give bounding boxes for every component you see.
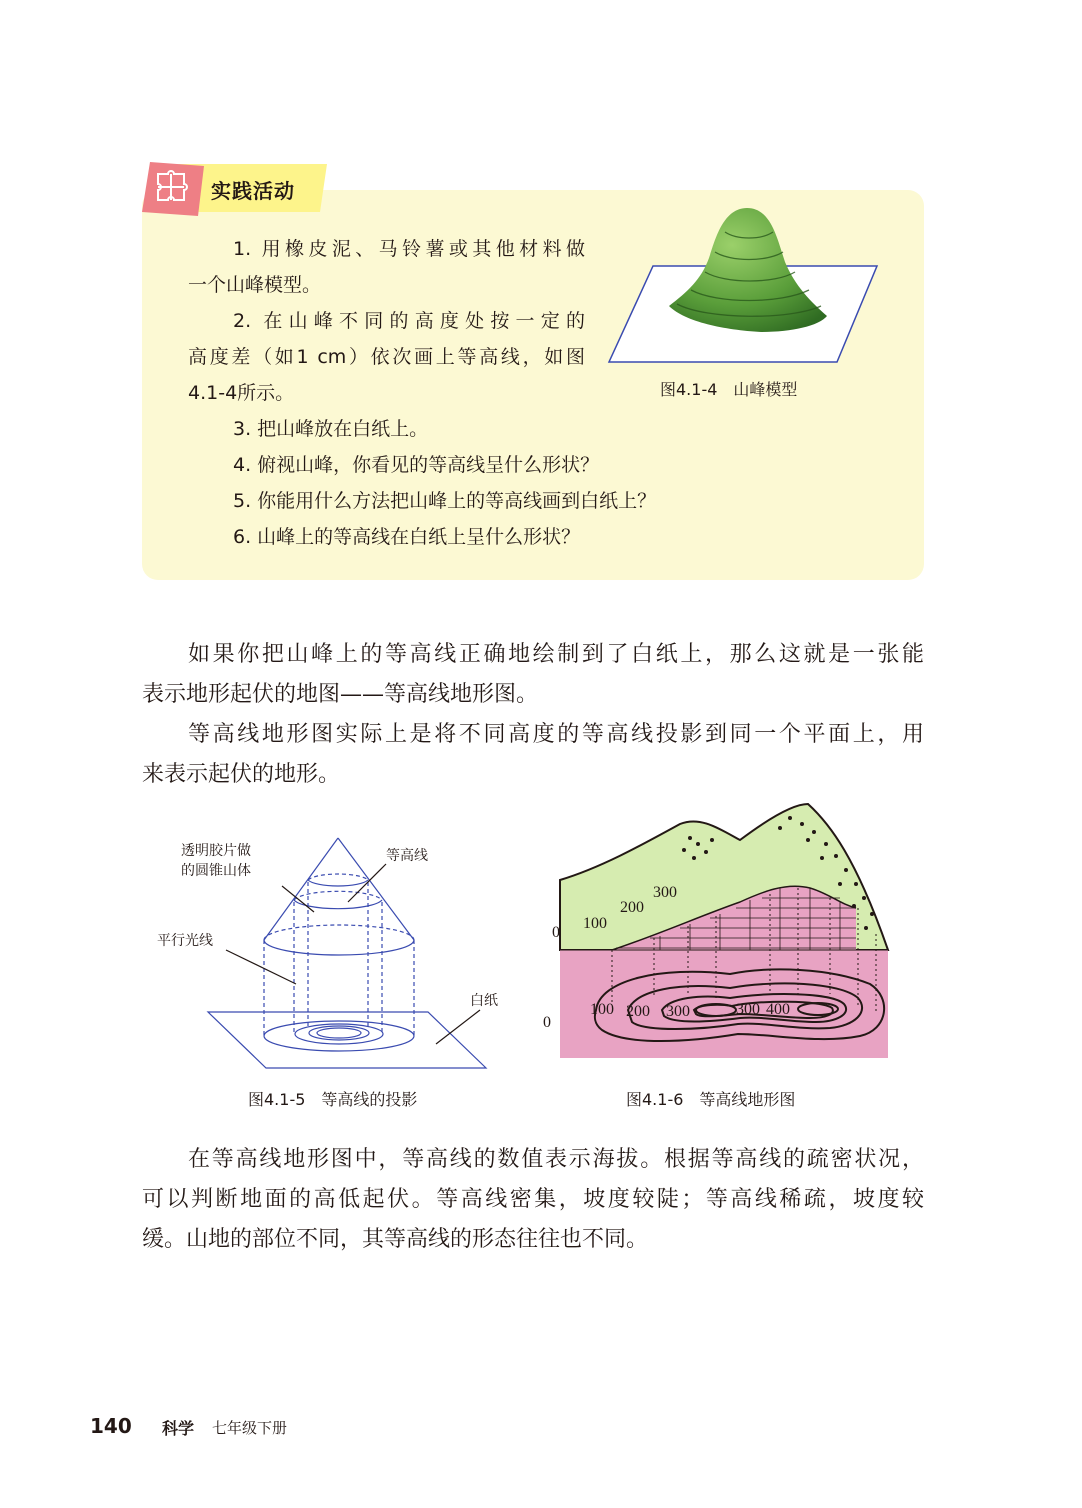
body-p3-line3: 缓。山地的部位不同，其等高线的形态往往也不同。 xyxy=(142,1227,649,1252)
activity-line-7: 4. 俯视山峰，你看见的等高线呈什么形状？ xyxy=(233,454,600,476)
body-p2-line1: 等高线地形图实际上是将不同高度的等高线投影到同一个平面上，用 xyxy=(188,722,924,747)
label-cone-line1: 透明胶片做 xyxy=(181,843,251,859)
body-p3-line2: 可以判断地面的高低起伏。等高线密集，坡度较陡；等高线稀疏，坡度较 xyxy=(142,1187,924,1212)
body-p2-line2: 来表示起伏的地形。 xyxy=(142,762,341,787)
figure-4-1-5-caption: 图4.1-5 等高线的投影 xyxy=(248,1090,418,1109)
activity-title: 实践活动 xyxy=(211,179,295,203)
label-cone-line2: 的圆锥山体 xyxy=(181,863,251,879)
section-label-200: 200 xyxy=(620,899,644,916)
body-p3-line1: 在等高线地形图中，等高线的数值表示海拔。根据等高线的疏密状况， xyxy=(188,1147,924,1172)
map-label-400: 400 xyxy=(766,1001,790,1018)
activity-line-4: 高度差（如1 cm）依次画上等高线，如图 xyxy=(188,346,585,368)
section-label-100: 100 xyxy=(583,915,607,932)
section-label-0: 0 xyxy=(552,924,560,941)
activity-line-3: 2. 在山峰不同的高度处按一定的 xyxy=(233,310,585,332)
activity-line-2: 一个山峰模型。 xyxy=(188,274,322,296)
section-label-300: 300 xyxy=(653,884,677,901)
map-label-300-right: 300 xyxy=(736,1001,760,1018)
page-number: 140 xyxy=(90,1414,132,1438)
figure-4-1-6-caption: 图4.1-6 等高线地形图 xyxy=(626,1090,796,1109)
activity-line-6: 3. 把山峰放在白纸上。 xyxy=(233,418,429,440)
activity-line-9: 6. 山峰上的等高线在白纸上呈什么形状？ xyxy=(233,526,581,548)
figure-4-1-4-caption: 图4.1-4 山峰模型 xyxy=(660,380,798,399)
map-label-100: 100 xyxy=(590,1001,614,1018)
footer-subject: 科学 xyxy=(162,1419,195,1438)
activity-line-8: 5. 你能用什么方法把山峰上的等高线画到白纸上？ xyxy=(233,490,657,512)
body-p1-line1: 如果你把山峰上的等高线正确地绘制到了白纸上，那么这就是一张能 xyxy=(188,642,924,667)
label-contour-line: 等高线 xyxy=(386,848,428,864)
body-p1-line2: 表示地形起伏的地图——等高线地形图。 xyxy=(142,682,539,707)
label-white-paper: 白纸 xyxy=(470,993,498,1009)
map-label-200: 200 xyxy=(626,1003,650,1020)
activity-line-1: 1. 用橡皮泥、马铃薯或其他材料做 xyxy=(233,238,585,260)
label-parallel-light: 平行光线 xyxy=(157,933,213,949)
map-label-300-left: 300 xyxy=(666,1003,690,1020)
footer-grade: 七年级下册 xyxy=(212,1419,288,1437)
mountain-model-figure xyxy=(605,200,885,370)
map-label-0: 0 xyxy=(543,1014,551,1031)
activity-line-5: 4.1-4所示。 xyxy=(188,382,295,404)
